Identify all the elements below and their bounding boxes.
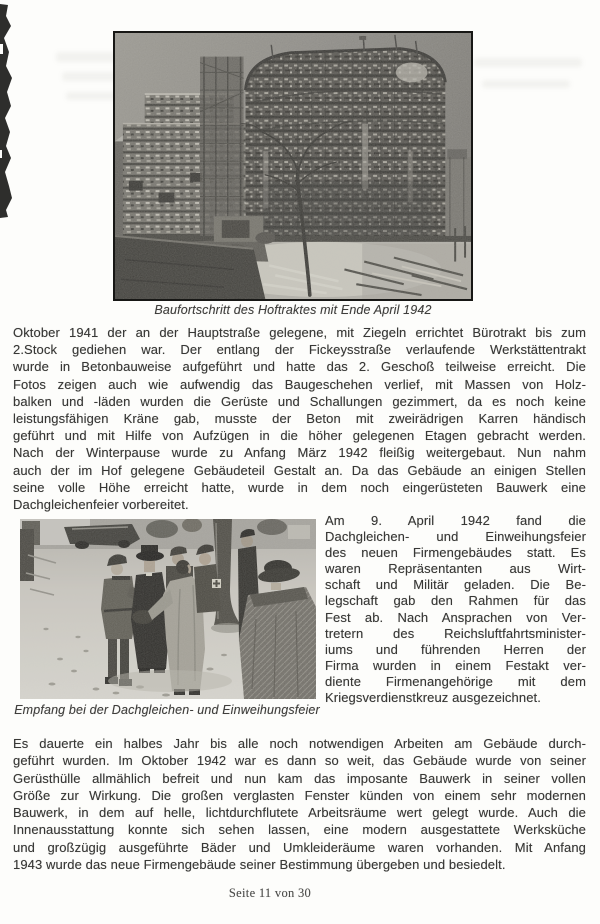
text-line: waren Repräsentanten aus Wirt- [325,561,586,577]
text-line: leistungsfähigen Kräne gab, musste der Beton mit zweirädrigen Karren händisch [13,411,586,427]
text-line: iums und führenden Herren der [325,641,586,657]
page-number: Seite 11 von 30 [228,886,312,900]
text-line: Oktober 1941 der an der Hauptstraße gelegene, mit Ziegeln errichtet Bürotrakt bis zum [13,325,586,340]
text-line: geführt wurden. Im Oktober 1942 war es dann so weit, das Gebäude wurde von seiner [13,753,586,769]
text-line: Innenausstattung konnte sich sehen lassen, eine modern ausgestattete Werksküche [13,822,586,838]
text-line: Größe zur Wirkung. Die großen verglasten Fenster künden von einem sehr modernen [13,787,586,803]
text-line: Nach der Winterpause wurde zu Anfang März 1942 fleißig weitergebaut. Nun nahm [13,445,586,461]
text-line: Dachgleichenfeier vorbereitet. [13,497,189,513]
paragraph-inauguration-ceremony [325,513,586,706]
text-line: Es dauerte ein halbes Jahr bis alle noch notwendigen Arbeiten am Gebäude durch- [13,736,586,751]
text-line: Am 9. April 1942 fand die [325,513,586,528]
text-line: des neuen Firmengebäudes statt. Es [325,545,586,561]
text-line: Fest ab. Nach Ansprachen von Ver- [325,609,586,625]
text-line: Kriegsverdienstkreuz ausgezeichnet. [325,690,541,706]
text-line: schaft und Militär geladen. Die Be- [325,577,586,593]
text-line: 1943 wurde das neue Firmengebäude seiner Bestimmung übergeben und besiedelt. [13,856,506,872]
reception-photo [20,519,316,699]
text-line: wurde in Betonbauweise aufgeführt und hatte das 2. Geschoß teilweise erreicht. Die [13,359,586,375]
text-line: Bauwerk, in dem auf helle, lichtdurchflutete Arbeitsräume wert gelegt wurde. Auch die [13,805,586,820]
bleed-through-ghost [474,58,582,67]
bleed-through-ghost [482,80,570,88]
photo-caption-construction: Baufortschritt des Hoftraktes mit Ende April 1942 [154,303,432,317]
photo-caption-reception: Empfang bei der Dachgleichen- und Einweihungsfeier [14,703,320,717]
paragraph-construction-progress [13,324,586,513]
text-line: 2.Stock gediehen war. Der entlang der Fickeysstraße verlaufende Werkstättentrakt [13,342,586,358]
text-line: geführt und mit Hilfe von Aufzügen in die höher gelegenen Etagen gebracht werden. [13,428,586,444]
text-line: auch der im Hof gelegene Gebäudeteil Gestalt an. Da das Gebäude an einigen Stellen [13,462,586,478]
text-line: seine volle Höhe erreicht hatte, wurde in dem noch eingerüsteten Bauwerk eine [13,479,586,495]
text-line: diente Firmenangehörige mit dem [325,673,586,689]
text-line: Dachgleichen- und Einweihungsfeier [325,529,586,545]
text-line: tretern des Reichsluftfahrtsminister- [325,625,586,641]
text-line: Gerüsthülle allmählich befreit und nun kam das imposante Bauwerk in seiner vollen [13,770,586,786]
text-line: legschaft gab den Rahmen für das [325,593,586,609]
text-line: Firma wurden in einem Festakt ver- [325,657,586,673]
text-line: Fotos zeigen auch wie aufwendig das Baugeschehen verlief, mit Massen von Holz- [13,376,586,392]
construction-photo [113,31,473,301]
paragraph-completion [13,735,586,873]
text-line: balken und -läden wurden die Gerüste und Schallungen gezimmert, da es noch keine [13,393,586,409]
text-line: und großzügig ausgeführte Bäder und Umkleideräume waren vorhanden. Mit Anfang [13,839,586,855]
